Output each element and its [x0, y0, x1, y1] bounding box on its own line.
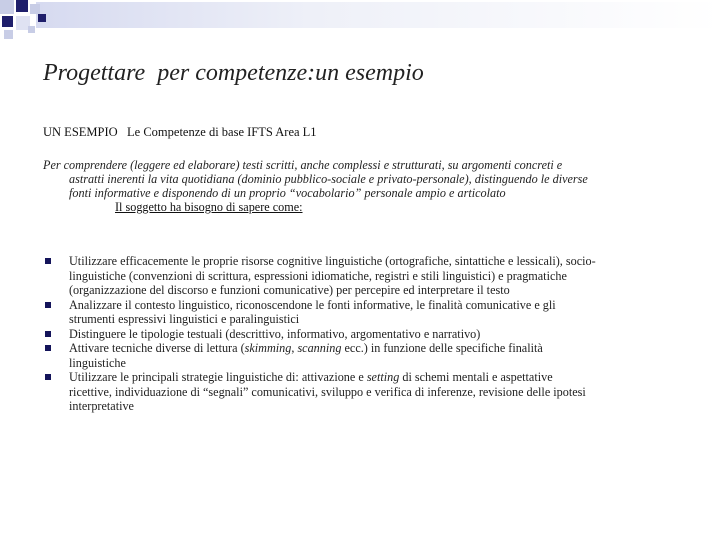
square-bullet-icon: [45, 258, 51, 264]
list-item: [43, 341, 683, 370]
list-item: [43, 370, 683, 414]
list-item-text: interpretative: [69, 399, 134, 413]
square-bullet-icon: [45, 374, 51, 380]
list-item-text: Utilizzare efficacemente le proprie risorse cognitive linguistiche (ortografiche, sintattiche e lessicali), socio-: [69, 254, 596, 268]
intro-paragraph: [43, 158, 683, 214]
list-item: [43, 298, 683, 327]
slide-title: Progettare per competenze:un esempio: [43, 60, 424, 86]
list-item-text: linguistiche: [69, 355, 126, 370]
corner-decoration: [0, 0, 60, 50]
list-item-text: Distinguere le tipologie testuali (descrittivo, informativo, argomentativo e narrativo): [69, 326, 481, 341]
list-item-text: Analizzare il contesto linguistico, riconoscendone le fonti informative, le finalità comunicative e gli: [69, 297, 556, 312]
list-item: [43, 327, 683, 342]
intro-line: Per comprendere (leggere ed elaborare) testi scritti, anche complessi e strutturati, su argomenti concreti e: [43, 158, 563, 172]
list-item-text: strumenti espressivi linguistici e paralinguistici: [69, 312, 300, 326]
competence-list: [43, 254, 683, 414]
list-item-text: Utilizzare le principali strategie linguistiche di: attivazione e setting di schemi mentali e aspettative: [69, 370, 553, 384]
square-bullet-icon: [45, 302, 51, 308]
slide-subtitle: UN ESEMPIO Le Competenze di base IFTS Area L1: [43, 125, 317, 139]
list-item: [43, 254, 683, 298]
intro-line: fonti informative e disponendo di un proprio “vocabolario” personale ampio e articolato: [69, 186, 506, 200]
list-item-text: (organizzazione del discorso e funzioni comunicative) per percepire ed interpretare il testo: [69, 283, 510, 297]
list-item-text: linguistiche (convenzioni di scrittura, espressioni idiomatiche, registri e stili linguistici) e pragmatiche: [69, 268, 567, 283]
list-item-text: ricettive, individuazione di “segnali” comunicativi, sviluppo e verifica di inferenze, revisione delle ipotesi: [69, 384, 586, 399]
intro-line: astratti inerenti la vita quotidiana (dominio pubblico-sociale e privato-personale), distinguendo le diverse: [69, 172, 588, 186]
header-gradient-bar: [36, 2, 720, 28]
list-item-text: Attivare tecniche diverse di lettura (skimming, scanning ecc.) in funzione delle specifiche finalità: [69, 341, 543, 355]
square-bullet-icon: [45, 345, 51, 351]
requirement-heading: Il soggetto ha bisogno di sapere come:: [115, 200, 303, 214]
square-bullet-icon: [45, 331, 51, 337]
